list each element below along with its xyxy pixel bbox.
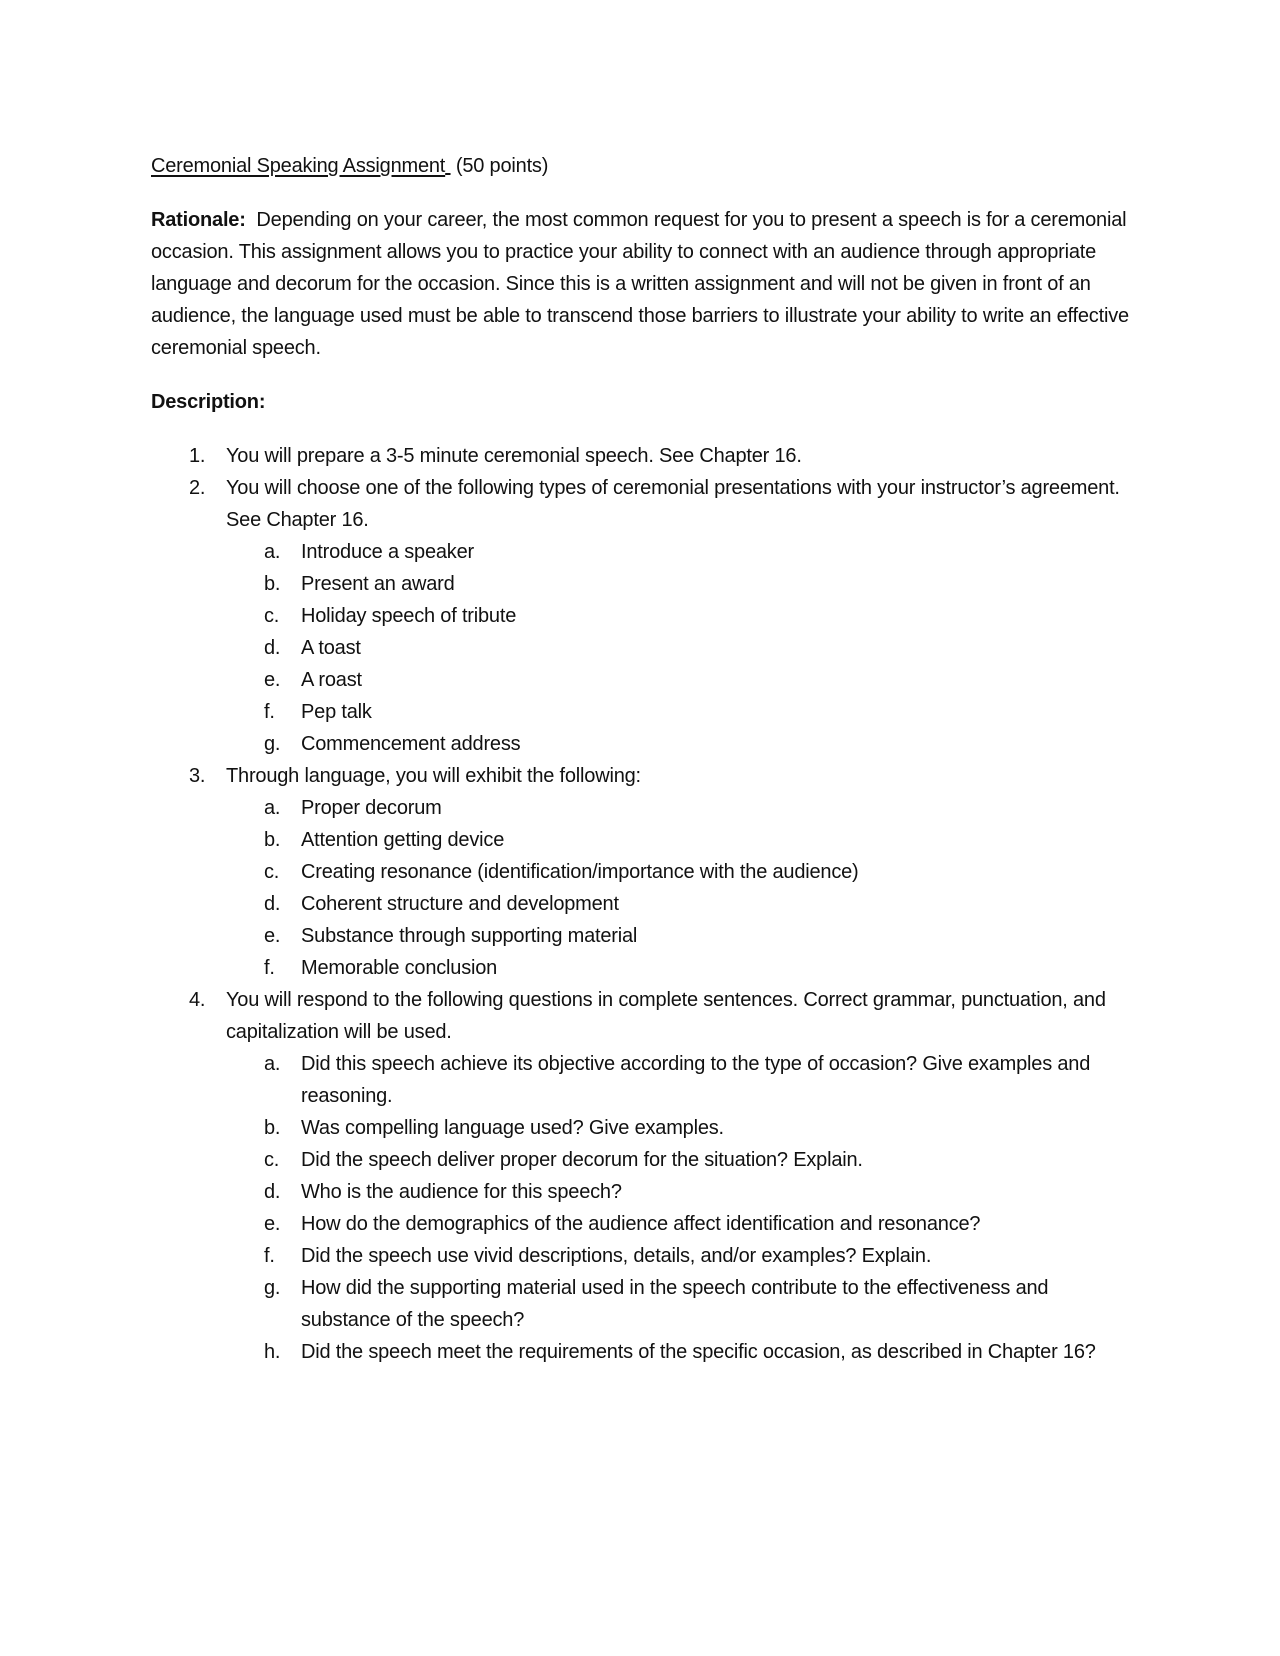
requirement-item (151, 760, 1131, 984)
sub-requirement-item (226, 600, 1131, 632)
sub-requirement-letter: g. (264, 1277, 281, 1299)
sub-requirement-item (226, 824, 1131, 856)
requirement-text: You will choose one of the following types of ceremonial presentations with your instructor’s agreement. See Chapter 16. (226, 477, 1120, 531)
sub-requirement-letter: a. (264, 1053, 281, 1075)
sub-requirement-letter: d. (264, 1181, 281, 1203)
rationale-paragraph (151, 204, 1131, 364)
sub-requirement-list (226, 792, 1131, 984)
sub-requirement-letter: c. (264, 861, 280, 883)
sub-requirement-item (226, 920, 1131, 952)
sub-requirement-item (226, 888, 1131, 920)
sub-requirement-letter: d. (264, 893, 281, 915)
sub-requirement-item (226, 1336, 1131, 1368)
sub-requirement-letter: h. (264, 1341, 281, 1363)
sub-requirement-text: Proper decorum (301, 797, 442, 819)
sub-requirement-text: Was compelling language used? Give examples. (301, 1117, 724, 1139)
sub-requirement-letter: d. (264, 637, 281, 659)
sub-requirement-item (226, 664, 1131, 696)
sub-requirement-text: Present an award (301, 573, 455, 595)
sub-requirement-item (226, 1144, 1131, 1176)
sub-requirement-item (226, 1272, 1131, 1336)
rationale-text: Depending on your career, the most common request for you to present a speech is for a ceremonial occasion. This assignment allows you to practice your ability to connect with an audience through appropriate language and decorum for the occasion. Since this is a written assignment and will not be given in front of an audience, the language used must be able to transcend those barriers to illustrate your ability to write an effective ceremonial speech. (151, 209, 1129, 359)
sub-requirement-letter: e. (264, 1213, 281, 1235)
sub-requirement-text: Substance through supporting material (301, 925, 638, 947)
sub-requirement-letter: a. (264, 797, 281, 819)
sub-requirement-text: A toast (301, 637, 361, 659)
sub-requirement-text: Pep talk (301, 701, 372, 723)
sub-requirement-text: Who is the audience for this speech? (301, 1181, 622, 1203)
title-underline-space (445, 155, 450, 177)
assignment-title-line (151, 150, 1131, 182)
sub-requirement-text: Holiday speech of tribute (301, 605, 517, 627)
sub-requirement-list (226, 536, 1131, 760)
sub-requirement-text: Did the speech use vivid descriptions, details, and/or examples? Explain. (301, 1245, 932, 1267)
sub-requirement-text: Did the speech meet the requirements of the specific occasion, as described in Chapter 16? (301, 1341, 1096, 1363)
sub-requirement-letter: c. (264, 605, 280, 627)
requirement-text: Through language, you will exhibit the following: (226, 765, 641, 787)
sub-requirement-letter: e. (264, 925, 281, 947)
description-heading: Description: (151, 391, 266, 413)
sub-requirement-letter: c. (264, 1149, 280, 1171)
sub-requirement-letter: f. (264, 701, 275, 723)
sub-requirement-text: Did this speech achieve its objective according to the type of occasion? Give examples and reasoning. (301, 1053, 1091, 1107)
sub-requirement-letter: f. (264, 1245, 275, 1267)
requirement-number: 2. (189, 477, 206, 499)
requirement-item (151, 440, 1131, 472)
sub-requirement-text: Commencement address (301, 733, 521, 755)
sub-requirement-letter: e. (264, 669, 281, 691)
sub-requirement-list (226, 1048, 1131, 1368)
requirement-number: 1. (189, 445, 206, 467)
sub-requirement-text: Creating resonance (identification/importance with the audience) (301, 861, 859, 883)
sub-requirement-letter: b. (264, 829, 281, 851)
sub-requirement-text: A roast (301, 669, 362, 691)
sub-requirement-text: Memorable conclusion (301, 957, 498, 979)
requirement-number: 3. (189, 765, 206, 787)
rationale-label: Rationale: (151, 209, 246, 231)
sub-requirement-letter: b. (264, 573, 281, 595)
requirements-list (151, 440, 1131, 1368)
sub-requirement-letter: g. (264, 733, 281, 755)
sub-requirement-letter: f. (264, 957, 275, 979)
requirement-item (151, 984, 1131, 1368)
sub-requirement-item (226, 1048, 1131, 1112)
sub-requirement-item (226, 856, 1131, 888)
document-body (151, 150, 1131, 1368)
sub-requirement-text: Introduce a speaker (301, 541, 474, 563)
assignment-points: (50 points) (455, 155, 549, 177)
sub-requirement-text: Attention getting device (301, 829, 505, 851)
sub-requirement-text: Did the speech deliver proper decorum for the situation? Explain. (301, 1149, 863, 1171)
sub-requirement-item (226, 728, 1131, 760)
sub-requirement-text: How do the demographics of the audience affect identification and resonance? (301, 1213, 981, 1235)
sub-requirement-item (226, 568, 1131, 600)
sub-requirement-item (226, 1240, 1131, 1272)
sub-requirement-text: How did the supporting material used in the speech contribute to the effectiveness and substance of the speech? (301, 1277, 1049, 1331)
sub-requirement-item (226, 952, 1131, 984)
sub-requirement-text: Coherent structure and development (301, 893, 619, 915)
assignment-title: Ceremonial Speaking Assignment (151, 155, 446, 177)
sub-requirement-item (226, 1208, 1131, 1240)
requirement-text: You will respond to the following questions in complete sentences. Correct grammar, punctuation, and capitalization will be used. (226, 989, 1106, 1043)
sub-requirement-letter: b. (264, 1117, 281, 1139)
sub-requirement-item (226, 536, 1131, 568)
requirement-text: You will prepare a 3-5 minute ceremonial speech. See Chapter 16. (226, 445, 802, 467)
sub-requirement-item (226, 792, 1131, 824)
requirement-number: 4. (189, 989, 206, 1011)
sub-requirement-item (226, 696, 1131, 728)
sub-requirement-item (226, 1112, 1131, 1144)
sub-requirement-letter: a. (264, 541, 281, 563)
sub-requirement-item (226, 632, 1131, 664)
sub-requirement-item (226, 1176, 1131, 1208)
requirement-item (151, 472, 1131, 760)
